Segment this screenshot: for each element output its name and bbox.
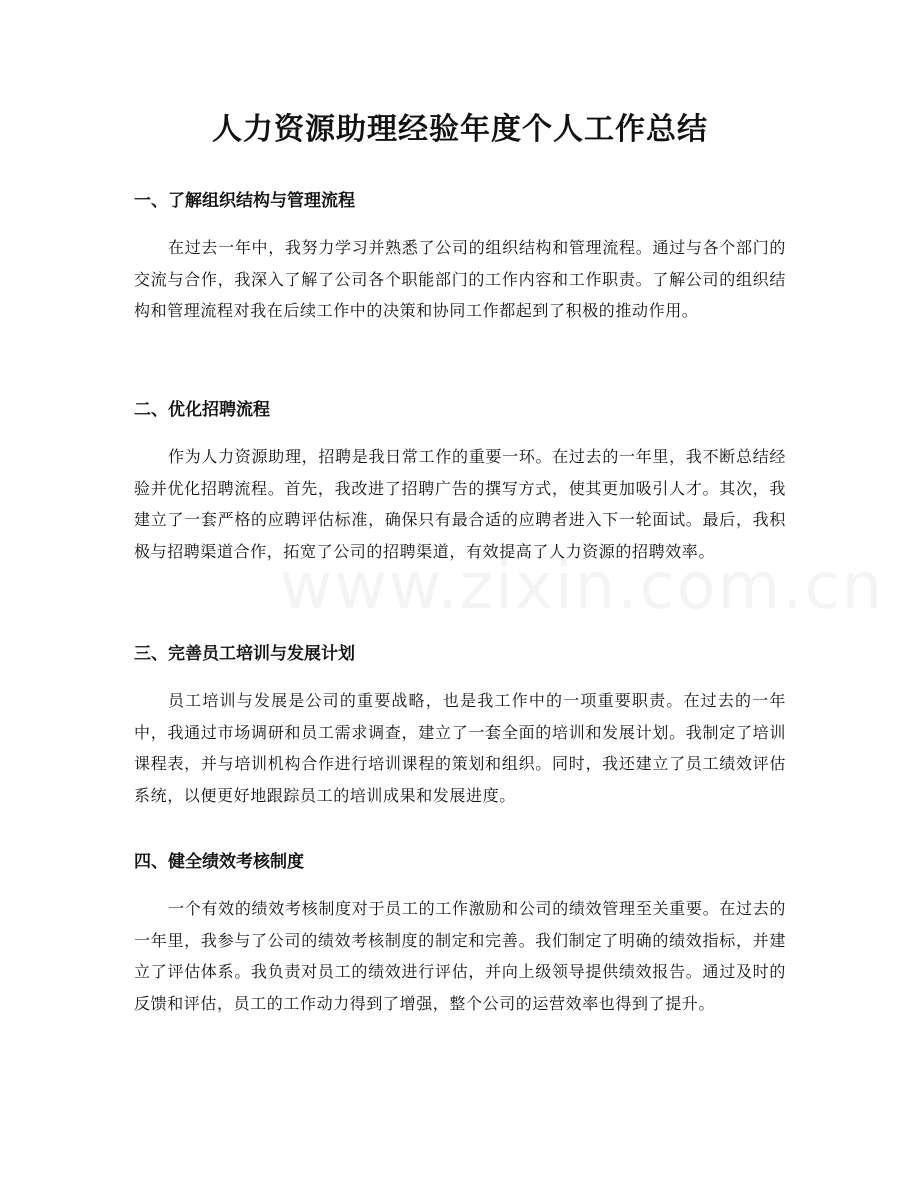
section-recruitment	[134, 398, 786, 567]
section-paragraph: 作为人力资源助理，招聘是我日常工作的重要一环。在过去的一年里，我不断总结经验并优化招聘流程。首先，我改进了招聘广告的撰写方式，使其更加吸引人才。其次，我建立了一套严格的应聘评估标准，确保只有最合适的应聘者进入下一轮面试。最后，我积极与招聘渠道合作，拓宽了公司的招聘渠道，有效提高了人力资源的招聘效率。	[134, 447, 786, 561]
section-performance	[134, 850, 786, 1019]
section-training	[134, 642, 786, 811]
section-heading: 四、健全绩效考核制度	[134, 852, 304, 872]
page-title: 人力资源助理经验年度个人工作总结	[212, 112, 708, 147]
section-paragraph: 一个有效的绩效考核制度对于员工的工作激励和公司的绩效管理至关重要。在过去的一年里，我参与了公司的绩效考核制度的制定和完善。我们制定了明确的绩效指标，并建立了评估体系。我负责对员工的绩效进行评估，并向上级领导提供绩效报告。通过及时的反馈和评估，员工的工作动力得到了增强，整个公司的运营效率也得到了提升。	[134, 899, 786, 1013]
section-organization	[134, 189, 786, 327]
section-heading: 一、了解组织结构与管理流程	[134, 191, 355, 211]
section-paragraph: 员工培训与发展是公司的重要战略，也是我工作中的一项重要职责。在过去的一年中，我通过市场调研和员工需求调查，建立了一套全面的培训和发展计划。我制定了培训课程表，并与培训机构合作进行培训课程的策划和组织。同时，我还建立了员工绩效评估系统，以便更好地跟踪员工的培训成果和发展进度。	[134, 691, 786, 805]
section-heading: 三、完善员工培训与发展计划	[134, 644, 355, 664]
section-paragraph: 在过去一年中，我努力学习并熟悉了公司的组织结构和管理流程。通过与各个部门的交流与合作，我深入了解了公司各个职能部门的工作内容和工作职责。了解公司的组织结构和管理流程对我在后续工作中的决策和协同工作都起到了积极的推动作用。	[134, 238, 786, 320]
section-heading: 二、优化招聘流程	[134, 400, 270, 420]
